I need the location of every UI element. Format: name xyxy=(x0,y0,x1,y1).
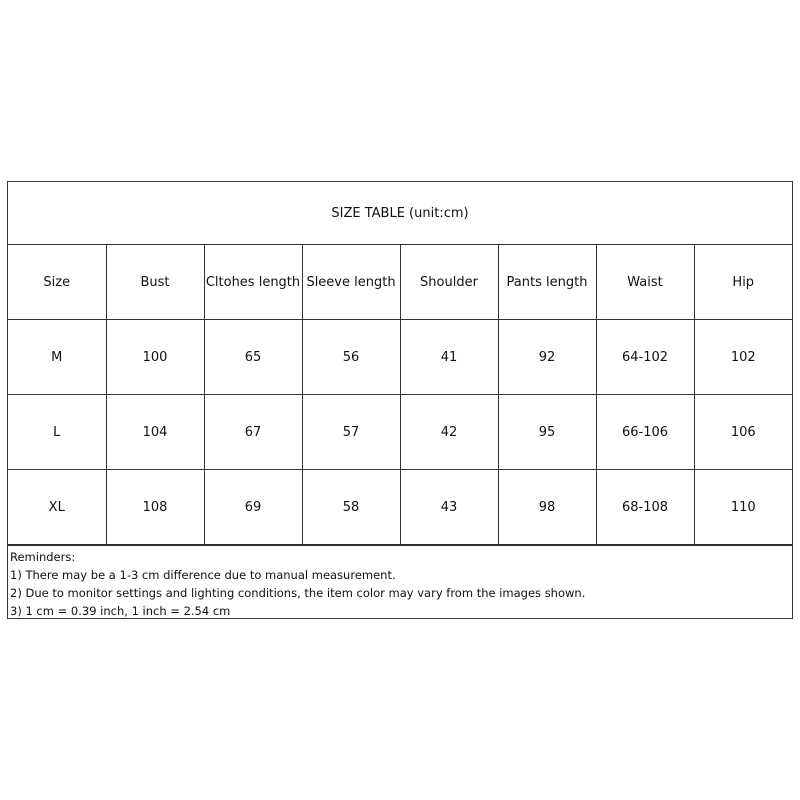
cell-waist: 68-108 xyxy=(596,470,694,545)
cell-size: M xyxy=(8,320,106,395)
cell-hip: 102 xyxy=(694,320,792,395)
cell-hip: 110 xyxy=(694,470,792,545)
reminders-heading: Reminders: xyxy=(10,550,76,564)
header-size: Size xyxy=(8,245,106,320)
cell-bust: 108 xyxy=(106,470,204,545)
header-row xyxy=(8,245,792,320)
cell-clothes-length: 67 xyxy=(204,395,302,470)
header-clothes-length: Cltohes length xyxy=(204,245,302,320)
cell-sleeve-length: 57 xyxy=(302,395,400,470)
table-row xyxy=(8,320,792,395)
header-waist: Waist xyxy=(596,245,694,320)
cell-bust: 100 xyxy=(106,320,204,395)
cell-clothes-length: 65 xyxy=(204,320,302,395)
cell-pants-length: 92 xyxy=(498,320,596,395)
cell-pants-length: 98 xyxy=(498,470,596,545)
cell-shoulder: 43 xyxy=(400,470,498,545)
size-table xyxy=(8,182,792,545)
reminder-line: 2) Due to monitor settings and lighting conditions, the item color may vary from the images shown. xyxy=(10,586,586,600)
cell-sleeve-length: 56 xyxy=(302,320,400,395)
cell-pants-length: 95 xyxy=(498,395,596,470)
table-row xyxy=(8,470,792,545)
cell-clothes-length: 69 xyxy=(204,470,302,545)
header-hip: Hip xyxy=(694,245,792,320)
size-table-container xyxy=(7,181,793,619)
cell-sleeve-length: 58 xyxy=(302,470,400,545)
cell-waist: 64-102 xyxy=(596,320,694,395)
cell-hip: 106 xyxy=(694,395,792,470)
reminder-line: 1) There may be a 1-3 cm difference due to manual measurement. xyxy=(10,568,396,582)
table-row xyxy=(8,395,792,470)
header-bust: Bust xyxy=(106,245,204,320)
cell-waist: 66-106 xyxy=(596,395,694,470)
cell-shoulder: 42 xyxy=(400,395,498,470)
cell-size: XL xyxy=(8,470,106,545)
table-title: SIZE TABLE (unit:cm) xyxy=(8,182,792,245)
reminders-section xyxy=(8,545,792,621)
reminder-line: 3) 1 cm = 0.39 inch, 1 inch = 2.54 cm xyxy=(10,604,231,618)
header-shoulder: Shoulder xyxy=(400,245,498,320)
cell-shoulder: 41 xyxy=(400,320,498,395)
cell-bust: 104 xyxy=(106,395,204,470)
header-pants-length: Pants length xyxy=(498,245,596,320)
title-row xyxy=(8,182,792,245)
header-sleeve-length: Sleeve length xyxy=(302,245,400,320)
cell-size: L xyxy=(8,395,106,470)
